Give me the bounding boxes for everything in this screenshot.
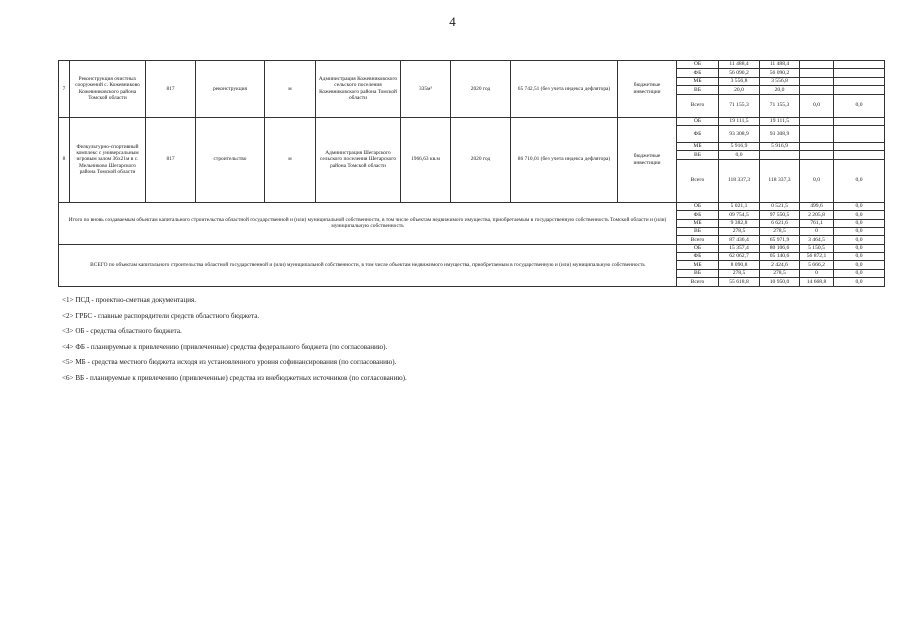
finance-2020: 71 155,3	[760, 94, 800, 117]
finance-total: 9 382,8	[719, 219, 760, 227]
row-number: 8	[59, 117, 70, 202]
finance-2021: 0	[800, 269, 834, 277]
finance-2022	[834, 151, 885, 159]
capital-construction-table	[58, 60, 885, 287]
finance-2022: 0,0	[834, 278, 885, 286]
finance-total: 71 155,3	[719, 94, 760, 117]
finance-total: 5 021,1	[719, 202, 760, 210]
finance-2020: 278,5	[760, 227, 800, 235]
customer: Администрация Кожевниковского сельского поселения Кожевниковского района Томской области	[316, 61, 401, 118]
finance-source: МБ	[677, 142, 719, 150]
finance-2022	[834, 117, 885, 125]
finance-2021: 3 464,5	[800, 236, 834, 244]
capacity: 1966,63 кв.м	[401, 117, 451, 202]
footnote: <1> ПСД - проектно-сметная документация.	[62, 296, 197, 304]
estimated-cost: 65 742,51 (без учета индекса дефлятора)	[511, 61, 618, 118]
object-name: Реконструкция очистных сооружений с. Кожевниково Кожевниковского района Томской области	[70, 61, 146, 118]
work-type: строительство	[196, 117, 265, 202]
row-number: 7	[59, 61, 70, 118]
finance-2022	[834, 86, 885, 94]
page-number: 4	[449, 14, 456, 29]
footnote: <6> ВБ - планируемые к привлечению (привлеченные) средства из внебюджетных источников (по согласованию).	[62, 373, 407, 382]
object-name: Физкультурно-спортивный комплекс с универсальным игровым залом 36х21м в с. Мельниково Шегарского района Томской области	[70, 117, 146, 202]
finance-2022: 0,0	[834, 261, 885, 269]
finance-source: ФБ	[677, 253, 719, 261]
finance-2022	[834, 69, 885, 77]
finance-total: 8 090,8	[719, 261, 760, 269]
finance-2022: 0,0	[834, 94, 885, 117]
finance-source: ОБ	[677, 202, 719, 210]
table-row	[59, 61, 885, 69]
table-row	[59, 117, 885, 125]
finance-2020: 11 488,4	[760, 61, 800, 69]
finance-2020: 0 521,5	[760, 202, 800, 210]
finance-2021: 0	[800, 227, 834, 235]
finance-2022: 0,0	[834, 219, 885, 227]
finance-total: 19 111,5	[719, 117, 760, 125]
finance-2022: 0,0	[834, 269, 885, 277]
finance-2021	[800, 61, 834, 69]
finance-source: ОБ	[677, 117, 719, 125]
finance-total: 0,0	[719, 151, 760, 159]
finance-source: Всего	[677, 278, 719, 286]
finance-2021	[800, 77, 834, 85]
finance-source: ФБ	[677, 69, 719, 77]
finance-total: 5 916,9	[719, 142, 760, 150]
finance-source: ВБ	[677, 227, 719, 235]
finance-2021	[800, 69, 834, 77]
footnote: <5> МБ - средства местного бюджета исходя из установленного уровня софинансирования (по согласованию).	[62, 358, 397, 367]
finance-2020: 80 106,6	[760, 244, 800, 252]
finance-source: ВБ	[677, 86, 719, 94]
finance-2022	[834, 125, 885, 142]
footnote: <2> ГРБС - главные распорядители средств областного бюджета.	[62, 311, 260, 320]
grbs-code: 817	[146, 117, 196, 202]
finance-2021: 14 668,8	[800, 278, 834, 286]
finance-total: 11 488,4	[719, 61, 760, 69]
finance-source: Всего	[677, 236, 719, 244]
capacity: 335м³	[401, 61, 451, 118]
completion-year: 2020 год	[451, 61, 511, 118]
finance-2022: 0,0	[834, 227, 885, 235]
finance-2021: 761,1	[800, 219, 834, 227]
finance-2020: 65 971,9	[760, 236, 800, 244]
finance-total: 56 090,2	[719, 69, 760, 77]
finance-total: 93 308,9	[719, 125, 760, 142]
finance-2022	[834, 61, 885, 69]
finance-total: 62 062,7	[719, 253, 760, 261]
finance-source: Всего	[677, 94, 719, 117]
finance-2020: 05 140,6	[760, 253, 800, 261]
finance-2020: 19 111,5	[760, 117, 800, 125]
completion-year: 2020 год	[451, 117, 511, 202]
unit: м	[265, 61, 316, 118]
finance-2022: 0,0	[834, 202, 885, 210]
finance-2022: 0,0	[834, 159, 885, 202]
finance-source: МБ	[677, 261, 719, 269]
finance-2021: 56 872,1	[800, 253, 834, 261]
finance-source: ФБ	[677, 211, 719, 219]
estimated-cost: 86 710,01 (без учета индекса дефлятора)	[511, 117, 618, 202]
finance-2020: 56 090,2	[760, 69, 800, 77]
finance-2021: 0,0	[800, 94, 834, 117]
finance-total: 09 754,5	[719, 211, 760, 219]
finance-total: 55 618,8	[719, 278, 760, 286]
finance-source: ОБ	[677, 244, 719, 252]
finance-2021: 2 205,8	[800, 211, 834, 219]
finance-2020: 3 556,8	[760, 77, 800, 85]
grbs-code: 817	[146, 61, 196, 118]
finance-source: ВБ	[677, 151, 719, 159]
finance-2022	[834, 142, 885, 150]
unit: м	[265, 117, 316, 202]
finance-2022: 0,0	[834, 244, 885, 252]
finance-2021	[800, 142, 834, 150]
finance-2021: 5 150,5	[800, 244, 834, 252]
finance-2020: 97 550,5	[760, 211, 800, 219]
finance-source: ВБ	[677, 269, 719, 277]
grand-total-label: ВСЕГО по объектам капитального строительства областной государственной и (или) муниципальной собственности, в том числе объектам недвижимого имущества, приобретаемым в государственную и (или) муниципальную собственность	[59, 244, 677, 286]
investment-form: бюджетные инвестиции	[618, 117, 677, 202]
finance-2021: 5 666,2	[800, 261, 834, 269]
finance-2022: 0,0	[834, 253, 885, 261]
investment-form: бюджетные инвестиции	[618, 61, 677, 118]
work-type: реконструкция	[196, 61, 265, 118]
finance-2021: 499,6	[800, 202, 834, 210]
finance-2020: 118 337,3	[760, 159, 800, 202]
customer: Администрация Шегарского сельского поселения Шегарского района Томской области	[316, 117, 401, 202]
table-row	[59, 202, 885, 210]
finance-total: 278,5	[719, 269, 760, 277]
footnote: <3> ОБ - средства областного бюджета.	[62, 327, 182, 336]
footnote: <4> ФБ - планируемые к привлечению (привлеченные) средства федерального бюджета (по согласованию).	[62, 342, 388, 351]
finance-source: МБ	[677, 219, 719, 227]
finance-total: 118 337,3	[719, 159, 760, 202]
finance-2020: 278,5	[760, 269, 800, 277]
finance-2020: 10 950,0	[760, 278, 800, 286]
finance-2020: 20,0	[760, 86, 800, 94]
finance-2020: 2 424,6	[760, 261, 800, 269]
finance-total: 87 436,4	[719, 236, 760, 244]
table-row	[59, 244, 885, 252]
subtotal-label: Итого по вновь создаваемым объектам капитального строительства областной государственной и (или) муниципальной собственности, в том числе объектам недвижимого имущества, приобретаемым в государственную собственность Томской области и (или) муниципальную собственность	[59, 202, 677, 244]
finance-total: 15 357,4	[719, 244, 760, 252]
finance-source: ОБ	[677, 61, 719, 69]
finance-source: МБ	[677, 77, 719, 85]
finance-2022: 0,0	[834, 236, 885, 244]
finance-2020	[760, 151, 800, 159]
finance-source: ФБ	[677, 125, 719, 142]
finance-total: 20,0	[719, 86, 760, 94]
finance-2021	[800, 125, 834, 142]
finance-2022	[834, 77, 885, 85]
finance-2021	[800, 151, 834, 159]
finance-2020: 5 916,9	[760, 142, 800, 150]
finance-2022: 0,0	[834, 211, 885, 219]
footnotes	[62, 296, 862, 390]
finance-2020: 93 308,9	[760, 125, 800, 142]
finance-total: 278,5	[719, 227, 760, 235]
finance-total: 3 556,8	[719, 77, 760, 85]
finance-2021: 0,0	[800, 159, 834, 202]
finance-2020: 6 621,6	[760, 219, 800, 227]
finance-2021	[800, 86, 834, 94]
finance-2021	[800, 117, 834, 125]
finance-source: Всего	[677, 159, 719, 202]
